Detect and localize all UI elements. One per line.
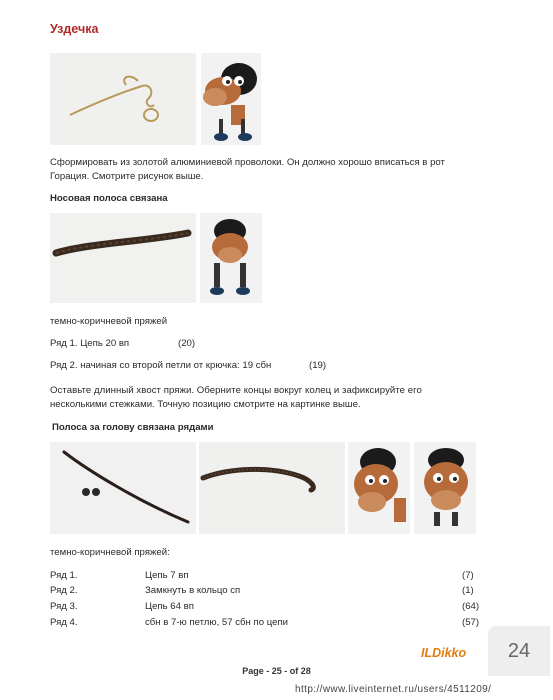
horse-photo-2	[200, 213, 262, 303]
yarn-chain-icon	[50, 442, 196, 534]
page-title: Уздечка	[50, 22, 99, 36]
row-1-count: (20)	[178, 338, 196, 349]
table-row-2-count: (1)	[462, 585, 474, 596]
yarn-color-note-2: темно-коричневой пряжей:	[50, 547, 170, 558]
table-row-2-desc: Замкнуть в кольцо сп	[145, 585, 241, 596]
yarn-braid-icon	[199, 442, 345, 534]
section-heading-headstrap: Полоса за голову связана рядами	[52, 422, 214, 433]
instruction-paragraph-2-line-1: Оставьте длинный хвост пряжи. Оберните концы вокруг колец и зафиксируйте его	[50, 385, 422, 396]
instruction-paragraph-2-line-2: несколькими стежками. Точную позицию смотрите на картинке выше.	[50, 399, 361, 410]
table-row-3-label: Ряд 3.	[50, 601, 78, 612]
horse-photo-1	[201, 53, 261, 145]
row-2-count: (19)	[309, 360, 327, 371]
brand-logo: ILDikko	[421, 646, 467, 660]
yarn-strip-icon	[50, 213, 196, 303]
page-footer: Page - 25 - of 28	[242, 666, 311, 676]
table-row-1-label: Ряд 1.	[50, 570, 78, 581]
horse-photo-3	[348, 442, 410, 534]
horse-toy-icon	[201, 53, 261, 145]
horse-toy-icon	[200, 213, 262, 303]
table-row-1-count: (7)	[462, 570, 474, 581]
page-number-badge: 24	[488, 626, 550, 676]
instruction-paragraph-1-line-1: Сформировать из золотой алюминиевой проволоки. Он должно хорошо вписаться в рот	[50, 157, 445, 168]
wire-bridle-photo	[50, 53, 196, 145]
row-1-label: Ряд 1. Цепь 20 вп	[50, 338, 130, 349]
yarn-color-note-1: темно-коричневой пряжей	[50, 316, 168, 327]
table-row-4-count: (57)	[462, 617, 480, 628]
table-row-2-label: Ряд 2.	[50, 585, 78, 596]
table-row-4-label: Ряд 4.	[50, 617, 78, 628]
headstrap-braid-photo	[199, 442, 345, 534]
table-row-1-desc: Цепь 7 вп	[145, 570, 189, 581]
wire-ring-icon	[50, 53, 196, 145]
noseband-strip-photo	[50, 213, 196, 303]
row-2-label: Ряд 2. начиная со второй петли от крючка: 19 сбн	[50, 360, 272, 371]
table-row-3-count: (64)	[462, 601, 480, 612]
table-row-4-desc: сбн в 7-ю петлю, 57 сбн по цепи	[145, 617, 288, 628]
horse-toy-icon	[414, 442, 476, 534]
table-row-3-desc: Цепь 64 вп	[145, 601, 194, 612]
watermark-url: http://www.liveinternet.ru/users/4511209/	[295, 684, 492, 695]
section-heading-noseband: Носовая полоса связана	[50, 193, 168, 204]
instruction-paragraph-1-line-2: Горация. Смотрите рисунок выше.	[50, 171, 204, 182]
headstrap-chain-photo	[50, 442, 196, 534]
horse-photo-4	[414, 442, 476, 534]
horse-toy-icon	[348, 442, 410, 534]
